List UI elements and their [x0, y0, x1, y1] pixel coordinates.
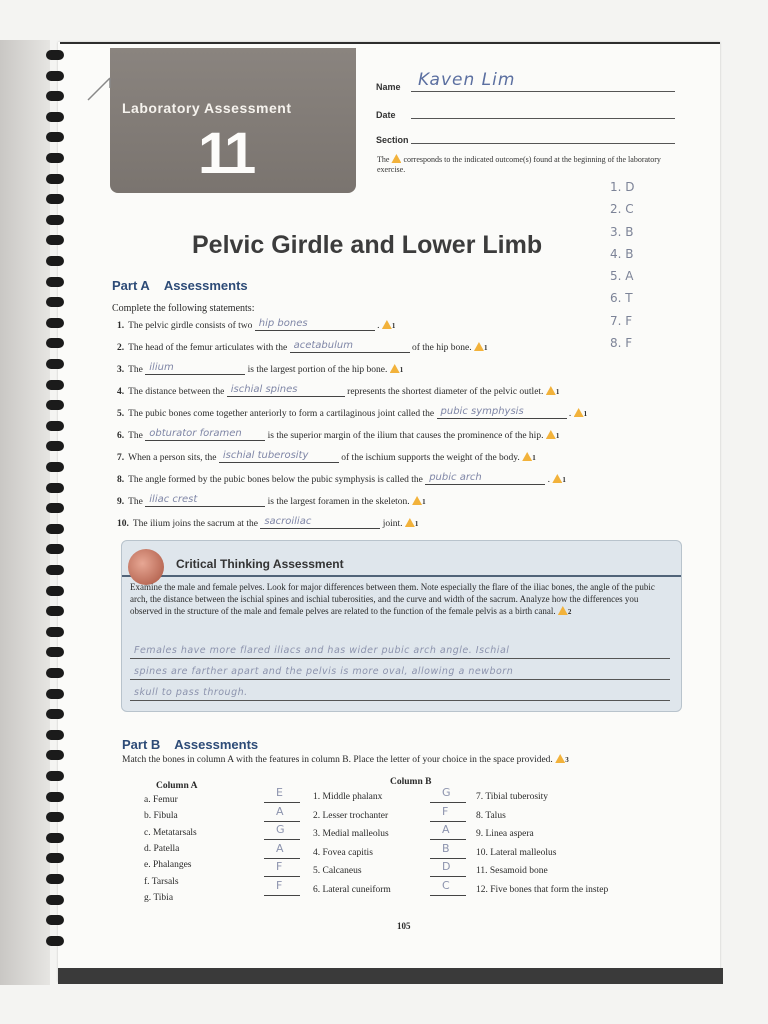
binder-ring [46, 215, 64, 225]
side-answers [610, 180, 670, 358]
column-b-item: 1. Middle phalanx [313, 792, 383, 802]
answer-line[interactable] [130, 658, 670, 659]
statement-prefix: The ilium joins the sacrum at the [132, 519, 258, 529]
critical-prompt-text: Examine the male and female pelves. Look for major differences between them. Note especially the flare of the iliac bones, the angle of the pubic arch, the distance between the ischial spines and ischial tuberosities, and the curve and width of the sacrum. Analyze how the differences you observed in the structure of the male and female pelves are related to the function of the female pelvis as a birth canal. [130, 582, 655, 616]
part-a-label: Part A [112, 278, 150, 293]
statement-number: 6. [117, 431, 125, 441]
part-b-outcome-number: 3 [565, 756, 569, 764]
statement-number: 8. [117, 475, 125, 485]
answer-blank[interactable] [437, 407, 567, 419]
binder-ring [46, 524, 64, 534]
part-a-heading [112, 278, 248, 293]
name-label: Name [376, 82, 401, 92]
match-blank[interactable] [430, 802, 466, 803]
outcome-triangle-icon [555, 754, 565, 763]
answer-line[interactable] [130, 679, 670, 680]
handwritten-answer: ischial spines [230, 384, 298, 395]
binder-ring [46, 194, 64, 204]
outcome-triangle-icon [558, 606, 568, 615]
match-blank[interactable] [430, 895, 466, 896]
outcome-note-post: corresponds to the indicated outcome(s) found at the beginning of the laboratory exercise. [377, 155, 661, 174]
name-value: Kaven Lim [418, 70, 516, 90]
side-answer: 2. C [610, 202, 634, 217]
side-answer: 5. A [610, 269, 634, 284]
binder-ring [46, 936, 64, 946]
date-label: Date [376, 110, 396, 120]
match-answer: F [276, 860, 283, 873]
part-b-heading [122, 737, 258, 752]
binder-ring [46, 544, 64, 554]
binder-shadow [0, 40, 50, 985]
statement-prefix: The head of the femur articulates with the [128, 343, 288, 353]
statement-outcome: 1 [391, 322, 396, 330]
match-blank[interactable] [264, 895, 300, 896]
statement-outcome: 1 [555, 388, 560, 396]
match-blank[interactable] [264, 858, 300, 859]
handwritten-answer: ischial tuberosity [222, 450, 309, 461]
binder-ring [46, 71, 64, 81]
column-b-title: Column B [390, 777, 432, 787]
statement-suffix: of the hip bone. [411, 343, 472, 353]
column-a-title: Column A [156, 781, 198, 791]
answer-blank[interactable] [145, 495, 265, 507]
binder-ring [46, 400, 64, 410]
answer-blank[interactable] [425, 473, 545, 485]
statement-suffix: of the ischium supports the weight of the body. [341, 453, 520, 463]
critical-thinking-prompt [130, 581, 673, 618]
statement-outcome: 1 [555, 432, 560, 440]
statement-suffix: represents the shortest diameter of the pelvic outlet. [347, 387, 544, 397]
column-a-item: a. Femur [144, 795, 178, 805]
statement-suffix: is the superior margin of the ilium that causes the prominence of the hip. [267, 431, 544, 441]
binder-ring [46, 915, 64, 925]
outcome-triangle-icon [522, 452, 532, 461]
statement-outcome: 1 [422, 498, 426, 506]
binder-ring [46, 50, 64, 60]
page-number: 105 [397, 921, 411, 931]
binder-ring [46, 174, 64, 184]
binder-ring [46, 380, 64, 390]
outcome-triangle-icon [412, 496, 422, 505]
statement-row [117, 473, 566, 485]
section-line[interactable] [411, 143, 675, 144]
statement-row [117, 495, 426, 507]
answer-blank[interactable] [290, 341, 410, 353]
match-blank[interactable] [264, 876, 300, 877]
part-a-title: Assessments [163, 278, 248, 293]
binder-ring [46, 112, 64, 122]
binder-ring [46, 812, 64, 822]
critical-answer-text: spines are farther apart and the pelvis is more oval, allowing a newborn [134, 666, 514, 677]
handwritten-answer: obturator foramen [149, 428, 242, 439]
statement-suffix: . [547, 475, 550, 485]
page-corner-mark-icon [86, 72, 116, 104]
statement-suffix: is the largest portion of the hip bone. [247, 365, 388, 375]
statement-number: 7. [117, 453, 125, 463]
outcome-triangle-icon [390, 364, 400, 373]
statement-outcome: 1 [414, 520, 419, 528]
statement-row [117, 407, 587, 419]
statement-number: 2. [117, 343, 125, 353]
outcome-triangle-icon [405, 518, 415, 527]
binder-ring [46, 730, 64, 740]
statement-outcome: 1 [583, 410, 588, 418]
match-answer: B [442, 841, 450, 855]
column-b-item: 4. Fovea capitis [313, 847, 373, 858]
handwritten-answer: sacroiliac [264, 516, 312, 527]
binder-ring [46, 874, 64, 884]
side-answer: 6. T [610, 291, 633, 306]
match-answer: A [442, 823, 450, 836]
match-answer: G [442, 786, 451, 799]
statement-row [117, 451, 536, 463]
match-answer: A [276, 841, 284, 855]
match-answer: A [276, 804, 284, 818]
outcome-note-pre: The [377, 155, 390, 164]
answer-blank[interactable] [145, 363, 245, 375]
part-b-title: Assessments [174, 737, 259, 752]
binder-ring [46, 235, 64, 245]
statement-prefix: When a person sits, the [128, 453, 217, 463]
binder-ring [46, 771, 64, 781]
match-answer: G [276, 823, 285, 836]
handwritten-answer: ilium [149, 362, 174, 373]
critical-outcome-number: 2 [567, 608, 572, 616]
statement-prefix: The pelvic girdle consists of two [128, 321, 253, 331]
binder-ring [46, 318, 64, 328]
outcome-triangle-icon [474, 342, 484, 351]
side-answer: 7. F [610, 313, 633, 328]
column-b-item: 3. Medial malleolus [313, 829, 389, 839]
answer-blank[interactable] [227, 385, 345, 397]
outcome-triangle-icon [546, 430, 556, 439]
binder-ring [46, 833, 64, 843]
binder-ring [46, 689, 64, 699]
section-label: Section [376, 135, 409, 145]
binder-ring [46, 503, 64, 513]
column-b-item: 12. Five bones that form the instep [476, 884, 609, 895]
binder-ring [46, 297, 64, 307]
match-blank[interactable] [264, 839, 300, 840]
statement-suffix: . [377, 321, 380, 331]
handwritten-answer: pubic symphysis [440, 406, 524, 417]
binder-ring [46, 792, 64, 802]
outcome-triangle-icon [552, 474, 562, 483]
statement-row [117, 363, 403, 375]
lab-number: 11 [198, 121, 254, 186]
bottom-edge [58, 968, 723, 984]
statement-prefix: The angle formed by the pubic bones below the pubic symphysis is called the [128, 475, 423, 485]
part-a-intro: Complete the following statements: [112, 303, 255, 314]
binder-ring [46, 256, 64, 266]
statement-outcome: 1 [562, 476, 566, 484]
statement-number: 1. [117, 321, 125, 331]
column-b-item: 8. Talus [476, 810, 506, 821]
part-b-label: Part B [122, 737, 161, 752]
match-blank[interactable] [430, 839, 466, 840]
binder-ring [46, 132, 64, 142]
part-b-intro [122, 754, 569, 765]
page-title: Pelvic Girdle and Lower Limb [192, 231, 543, 259]
lab-assessment-label: Laboratory Assessment [122, 100, 292, 116]
critical-thinking-title: Critical Thinking Assessment [176, 557, 344, 571]
match-blank[interactable] [430, 876, 466, 877]
statement-prefix: The [128, 431, 143, 441]
match-answer: D [442, 860, 451, 873]
statement-prefix: The [128, 497, 143, 507]
side-answer: 1. D [610, 180, 635, 194]
statement-number: 3. [117, 365, 125, 375]
match-answer: F [276, 878, 283, 892]
pelvis-illustration-icon [128, 549, 164, 585]
statement-number: 5. [117, 409, 125, 419]
binder-ring [46, 91, 64, 101]
statement-row [117, 517, 418, 529]
part-b-intro-text: Match the bones in column A with the features in column B. Place the letter of your choice in the space provided. [122, 755, 553, 765]
column-a-item: e. Phalanges [144, 860, 192, 871]
column-a-item: g. Tibia [144, 892, 174, 903]
binder-ring [46, 647, 64, 657]
column-b-item: 9. Linea aspera [476, 829, 534, 839]
side-answer: 4. B [610, 246, 634, 261]
column-b-item: 11. Sesamoid bone [476, 866, 548, 876]
column-b-item: 10. Lateral malleolus [476, 847, 557, 858]
statement-row [117, 319, 395, 331]
binder-ring [46, 421, 64, 431]
statement-suffix: . [568, 409, 572, 419]
lab-assessment-box [110, 48, 356, 193]
side-answer: 3. B [610, 224, 634, 239]
column-b-item: 6. Lateral cuneiform [313, 884, 391, 895]
handwritten-answer: hip bones [258, 318, 308, 329]
binder-ring [46, 359, 64, 369]
binder-ring [46, 750, 64, 760]
statement-suffix: is the largest foramen in the skeleton. [267, 497, 410, 507]
match-answer: E [276, 786, 283, 799]
match-answer: F [442, 804, 449, 818]
side-answer: 8. F [610, 336, 633, 351]
binder-ring [46, 668, 64, 678]
statement-number: 9. [117, 497, 125, 507]
binder-ring [46, 627, 64, 637]
binder-ring [46, 441, 64, 451]
match-blank[interactable] [430, 821, 466, 822]
match-blank[interactable] [264, 821, 300, 822]
column-a-item: c. Metatarsals [144, 827, 197, 838]
column-a-item: d. Patella [144, 843, 180, 854]
statement-number: 10. [117, 519, 129, 529]
match-blank[interactable] [430, 858, 466, 859]
binder-ring [46, 853, 64, 863]
outcome-triangle-icon [382, 320, 392, 329]
spiral-binding [46, 50, 70, 970]
answer-blank[interactable] [255, 319, 375, 331]
binder-ring [46, 483, 64, 493]
top-edge [60, 42, 720, 44]
statement-number: 4. [117, 387, 125, 397]
statement-prefix: The [128, 365, 143, 375]
handwritten-answer: iliac crest [149, 494, 198, 505]
binder-ring [46, 709, 64, 719]
name-line [411, 91, 675, 92]
column-b-item: 7. Tibial tuberosity [476, 792, 549, 802]
critical-answer-text: skull to pass through. [134, 687, 248, 698]
binder-ring [46, 586, 64, 596]
statement-row [117, 341, 487, 353]
handwritten-answer: acetabulum [293, 340, 353, 351]
match-answer: C [442, 878, 450, 892]
binder-ring [46, 606, 64, 616]
binder-ring [46, 565, 64, 575]
answer-line[interactable] [130, 700, 670, 701]
column-a-item: b. Fibula [144, 811, 178, 822]
outcome-triangle-icon [546, 386, 556, 395]
statement-outcome: 1 [399, 366, 404, 374]
binder-ring [46, 153, 64, 163]
statement-row [117, 385, 559, 397]
binder-ring [46, 338, 64, 348]
binder-ring [46, 895, 64, 905]
handwritten-answer: pubic arch [429, 472, 482, 483]
outcome-triangle-icon [574, 408, 584, 417]
statement-outcome: 1 [483, 344, 488, 352]
binder-ring [46, 462, 64, 472]
statement-prefix: The distance between the [128, 387, 225, 397]
match-blank[interactable] [264, 802, 300, 803]
statement-prefix: The pubic bones come together anteriorly to form a cartilaginous joint called the [128, 409, 435, 419]
outcome-note [377, 154, 677, 175]
statement-row [117, 429, 559, 441]
answer-blank[interactable] [260, 517, 380, 529]
critical-answer-text: Females have more flared iliacs and has wider pubic arch angle. Ischial [134, 645, 510, 656]
outcome-triangle-icon [391, 154, 401, 163]
answer-blank[interactable] [145, 429, 265, 441]
statement-outcome: 1 [532, 454, 536, 462]
statement-suffix: joint. [382, 519, 403, 529]
column-b-item: 2. Lesser trochanter [313, 810, 389, 821]
answer-blank[interactable] [219, 451, 339, 463]
column-a-item: f. Tarsals [144, 876, 179, 887]
binder-ring [46, 277, 64, 287]
date-line[interactable] [411, 118, 675, 119]
column-b-item: 5. Calcaneus [313, 866, 362, 876]
